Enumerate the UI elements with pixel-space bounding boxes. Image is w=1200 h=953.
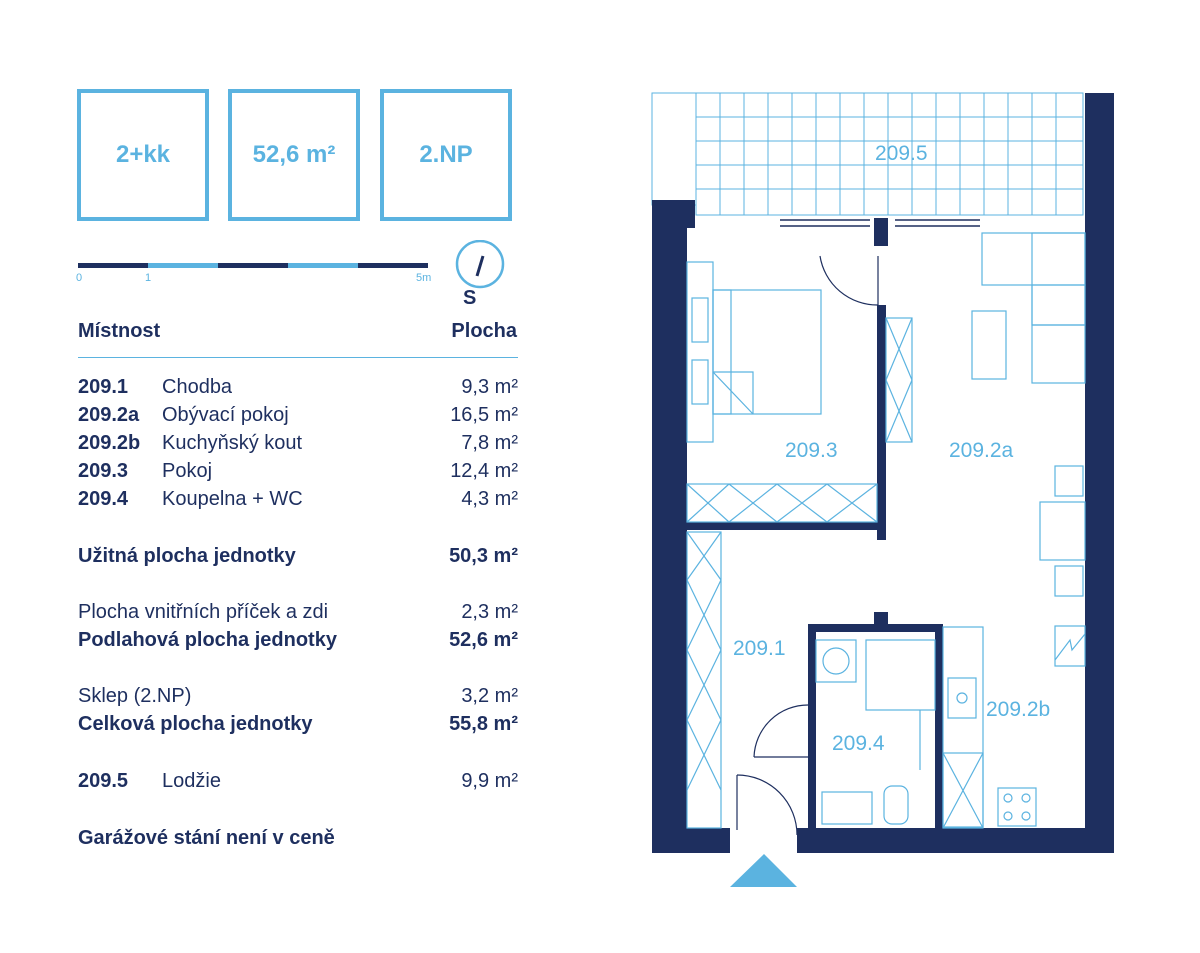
label-209-3: 209.3 [785,439,838,462]
walls-area-label: Plocha vnitřních příček a zdi [78,601,329,623]
room-name: Chodba [162,376,233,398]
cellar-area-value: 3,2 m² [461,685,518,707]
room-number: 209.2a [78,404,140,426]
header-room: Místnost [78,320,161,342]
room-name: Koupelna + WC [162,488,303,510]
room-name: Kuchyňský kout [162,432,303,454]
entrance-arrow-icon [730,854,797,887]
compass-label: S [463,287,477,309]
walls-area-value: 2,3 m² [461,601,518,623]
room-area: 16,5 m² [450,404,518,426]
room-number: 209.2b [78,432,141,454]
loggia-name: Lodžie [162,770,221,792]
total-area-label: Celková plocha jednotky [78,713,313,735]
room-name: Obývací pokoj [162,404,289,426]
room-area: 4,3 m² [461,488,518,510]
cellar-area-label: Sklep (2.NP) [78,685,192,707]
usable-area-label: Užitná plocha jednotky [78,545,296,567]
layout-value: 2+kk [115,141,171,168]
room-number: 209.3 [78,460,129,482]
scale-label-1: 1 [145,272,152,284]
loggia-area: 9,9 m² [461,770,518,792]
usable-area-value: 50,3 m² [449,545,518,567]
label-209-2a: 209.2a [949,439,1014,462]
room-area: 12,4 m² [450,460,518,482]
loggia-number: 209.5 [78,770,129,792]
label-209-5: 209.5 [875,142,928,165]
total-area-value: 55,8 m² [449,713,518,735]
label-209-1: 209.1 [733,637,786,660]
floor-area-label: Podlahová plocha jednotky [78,629,337,651]
parking-note: Garážové stání není v ceně [78,827,335,849]
scale-label-5m: 5m [416,272,432,284]
floor-area-value: 52,6 m² [449,629,518,651]
room-area: 7,8 m² [461,432,518,454]
floor-value: 2.NP [419,141,473,168]
scale-label-0: 0 [76,272,83,284]
label-209-4: 209.4 [832,732,885,755]
room-name: Pokoj [162,460,213,482]
room-number: 209.1 [78,376,129,398]
header-area: Plocha [451,320,517,342]
room-number: 209.4 [78,488,129,510]
area-value: 52,6 m² [252,141,336,168]
room-area: 9,3 m² [461,376,518,398]
label-209-2b: 209.2b [986,698,1051,721]
